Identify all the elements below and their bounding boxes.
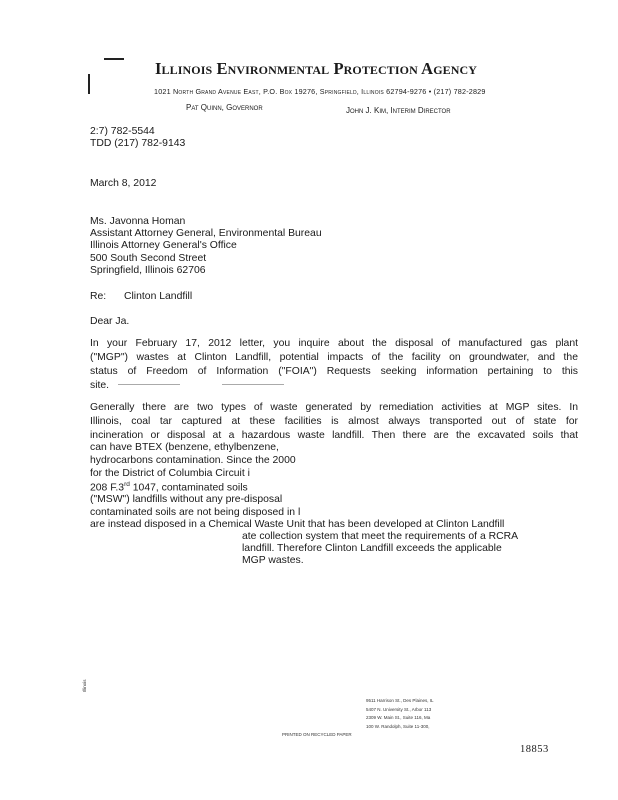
paragraph-2 [90, 401, 578, 443]
phone-line: 2:7) 782-5544 [90, 126, 155, 137]
regional-offices [366, 697, 433, 731]
office-line: 2309 W. Main St., Suite 116, Ma [366, 715, 431, 721]
office-line: 9511 Harrison St., Des Plaines, IL [366, 698, 434, 703]
recipient-title: Assistant Attorney General, Environmental Bureau [90, 228, 322, 239]
letter-date: March 8, 2012 [90, 178, 157, 189]
salutation: Dear Ja. [90, 316, 130, 327]
director-name: John J. Kim, Interim Director [346, 106, 451, 115]
text-fragment: landfill. Therefore Clinton Landfill exceeds the applicable [242, 543, 502, 554]
paragraph-1-line: site. [90, 380, 110, 391]
recipient-office: Illinois Attorney General's Office [90, 240, 237, 251]
redaction-gap [118, 384, 180, 385]
text-fragment [90, 481, 248, 493]
re-label: Re: [90, 291, 107, 302]
office-line: 5407 N. University St., Arbor 113 [366, 706, 432, 712]
citation-superscript: rd [124, 481, 130, 488]
logo-mark-bar [88, 74, 90, 94]
logo-mark [104, 58, 124, 60]
text-fragment: for the District of Columbia Circuit i [90, 468, 250, 479]
text-fragment: MGP wastes. [242, 555, 304, 566]
paragraph-1-line: status of Freedom of Information ("FOIA") Requests seeking information pertaining to this [90, 366, 578, 377]
office-line: 100 W. Randolph, Suite 11-300, [366, 723, 430, 729]
side-mark: Illinois [82, 679, 87, 692]
paragraph-2-line: Generally there are two types of waste generated by remediation activities at MGP sites. In [90, 402, 578, 413]
tdd-line: TDD (217) 782-9143 [90, 138, 186, 149]
governor-name: Pat Quinn, Governor [186, 103, 263, 112]
paragraph-1-line: ("MGP") wastes at Clinton Landfill, potential impacts of the facility on groundwater, and the [90, 352, 578, 363]
paragraph-2-line: incineration or disposal at a hazardous waste landfill. Then there are the excavated soils that [90, 430, 578, 441]
agency-name: Illinois Environmental Protection Agency [155, 59, 478, 78]
citation-rest: 1047, contaminated soils [129, 482, 248, 494]
re-subject: Clinton Landfill [124, 291, 193, 302]
text-fragment: contaminated soils are not being disposed in l [90, 507, 301, 518]
recycled-paper-note: PRINTED ON RECYCLED PAPER [282, 732, 352, 737]
recipient-name: Ms. Javonna Homan [90, 216, 186, 227]
citation-volume: 208 F.3 [90, 482, 125, 494]
agency-address: 1021 North Grand Avenue East, P.O. Box 19276, Springfield, Illinois 62794-9276 • (217) 782-2829 [154, 87, 486, 96]
recipient-city: Springfield, Illinois 62706 [90, 265, 206, 276]
text-fragment: ("MSW") landfills without any pre-disposal [90, 494, 283, 505]
text-fragment: ate collection system that meet the requirements of a RCRA [242, 531, 519, 542]
redaction-gap [222, 384, 284, 385]
paragraph-2-line: Illinois, coal tar captured at these facilities is almost always transported out of state for [90, 416, 578, 427]
paragraph-1-line: In your February 17, 2012 letter, you inquire about the disposal of manufactured gas plant [90, 338, 578, 349]
text-fragment: hydrocarbons contamination. Since the 2000 [90, 455, 296, 466]
text-fragment: are instead disposed in a Chemical Waste Unit that has been developed at Clinton Landfill [90, 519, 505, 530]
document-number: 18853 [520, 744, 549, 755]
recipient-street: 500 South Second Street [90, 253, 207, 264]
text-fragment: can have BTEX (benzene, ethylbenzene, [90, 442, 279, 453]
